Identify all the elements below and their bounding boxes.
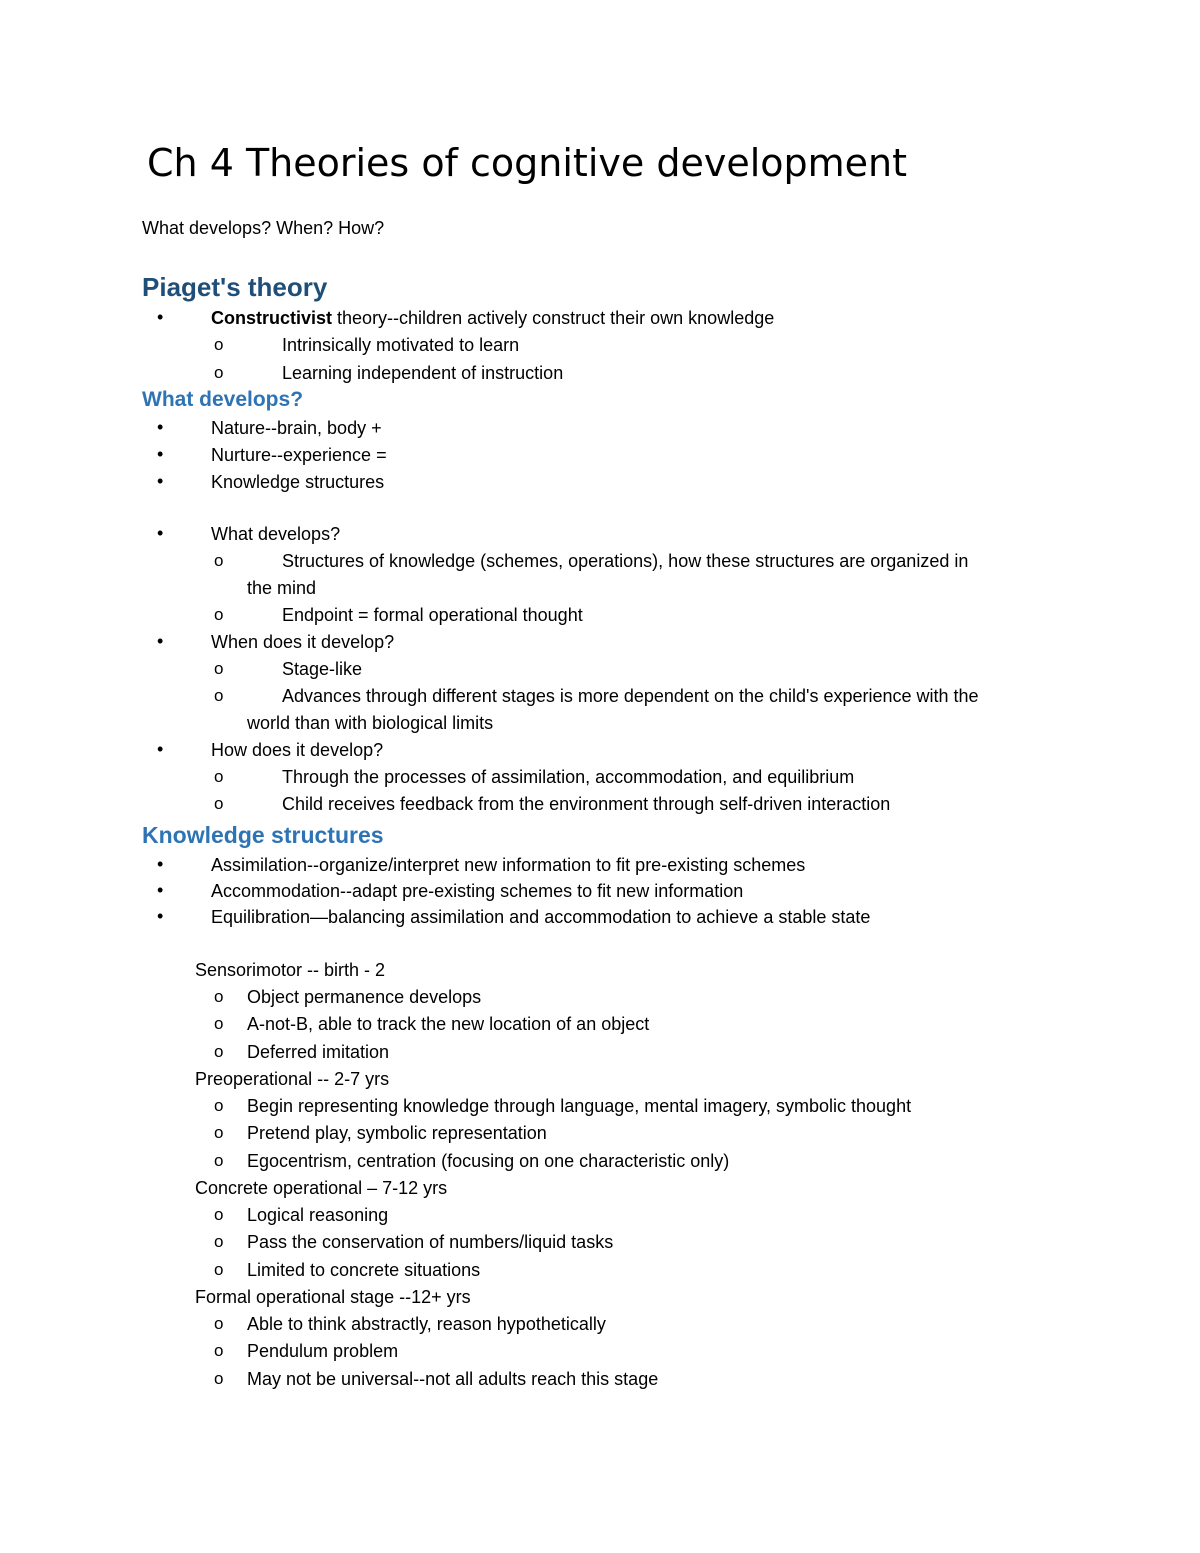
list-item-continued: world than with biological limits — [247, 713, 494, 733]
bullet-circle-icon: o — [214, 1232, 224, 1251]
heading-what-develops: What develops? — [142, 388, 304, 411]
list-item: Pretend play, symbolic representation — [247, 1123, 547, 1143]
page-title: Ch 4 Theories of cognitive development — [147, 141, 907, 185]
bullet-circle-icon: o — [214, 1369, 224, 1388]
question-what: What develops? — [211, 524, 341, 544]
list-item: Endpoint = formal operational thought — [282, 605, 583, 625]
list-item: Begin representing knowledge through language, mental imagery, symbolic thought — [247, 1096, 912, 1116]
stage-label-sensorimotor: Sensorimotor -- birth - 2 — [195, 960, 386, 980]
stage-label-formal-operational: Formal operational stage --12+ yrs — [195, 1287, 471, 1307]
bullet-circle-icon: o — [214, 767, 224, 786]
list-item: May not be universal--not all adults reach this stage — [247, 1369, 659, 1389]
bullet-disc-icon: • — [157, 854, 164, 874]
heading-knowledge-structures: Knowledge structures — [142, 822, 384, 848]
list-item: Pendulum problem — [247, 1341, 399, 1361]
constructivist-item — [211, 306, 774, 330]
bullet-circle-icon: o — [214, 1042, 224, 1061]
list-item: Egocentrism, centration (focusing on one characteristic only) — [247, 1151, 730, 1171]
bullet-circle-icon: o — [214, 1341, 224, 1360]
question-when: When does it develop? — [211, 632, 395, 652]
bullet-disc-icon: • — [157, 417, 164, 437]
bullet-circle-icon: o — [214, 335, 224, 354]
bullet-disc-icon: • — [157, 906, 164, 926]
bullet-circle-icon: o — [214, 987, 224, 1006]
list-item: Child receives feedback from the environment through self-driven interaction — [282, 794, 891, 814]
bullet-disc-icon: • — [157, 471, 164, 491]
list-item: Pass the conservation of numbers/liquid tasks — [247, 1232, 614, 1252]
subtitle: What develops? When? How? — [142, 218, 385, 238]
list-item: A-not-B, able to track the new location of an object — [247, 1014, 650, 1034]
list-item: Nature--brain, body + — [211, 418, 382, 438]
bullet-circle-icon: o — [214, 1205, 224, 1224]
list-item: Stage-like — [282, 659, 363, 679]
question-how: How does it develop? — [211, 740, 384, 760]
bullet-disc-icon: • — [157, 523, 164, 543]
bullet-circle-icon: o — [214, 659, 224, 678]
stage-label-concrete-operational: Concrete operational – 7-12 yrs — [195, 1178, 448, 1198]
list-item: Assimilation--organize/interpret new information to fit pre-existing schemes — [211, 855, 806, 875]
bullet-circle-icon: o — [214, 686, 224, 705]
bullet-circle-icon: o — [214, 1014, 224, 1033]
list-item: Object permanence develops — [247, 987, 482, 1007]
bullet-disc-icon: • — [157, 307, 164, 327]
stage-label-preoperational: Preoperational -- 2-7 yrs — [195, 1069, 390, 1089]
constructivist-desc: theory--children actively construct their own knowledge — [332, 308, 775, 328]
bullet-circle-icon: o — [214, 1314, 224, 1333]
list-item: Intrinsically motivated to learn — [282, 335, 520, 355]
bullet-circle-icon: o — [214, 551, 224, 570]
list-item: Learning independent of instruction — [282, 363, 564, 383]
list-item: Logical reasoning — [247, 1205, 389, 1225]
bullet-disc-icon: • — [157, 444, 164, 464]
bullet-disc-icon: • — [157, 631, 164, 651]
list-item: Equilibration—balancing assimilation and accommodation to achieve a stable state — [211, 907, 871, 927]
list-item: Accommodation--adapt pre-existing schemes to fit new information — [211, 881, 744, 901]
bullet-disc-icon: • — [157, 880, 164, 900]
list-item: Deferred imitation — [247, 1042, 390, 1062]
list-item: Nurture--experience = — [211, 445, 387, 465]
list-item: Knowledge structures — [211, 472, 385, 492]
bullet-circle-icon: o — [214, 1123, 224, 1142]
list-item: Able to think abstractly, reason hypothetically — [247, 1314, 606, 1334]
list-item: Advances through different stages is more dependent on the child's experience with the — [282, 686, 979, 706]
list-item: Through the processes of assimilation, accommodation, and equilibrium — [282, 767, 855, 787]
bullet-circle-icon: o — [214, 605, 224, 624]
list-item: Structures of knowledge (schemes, operations), how these structures are organized in — [282, 551, 969, 571]
bullet-circle-icon: o — [214, 794, 224, 813]
bullet-disc-icon: • — [157, 739, 164, 759]
bullet-circle-icon: o — [214, 1096, 224, 1115]
bullet-circle-icon: o — [214, 1151, 224, 1170]
bullet-circle-icon: o — [214, 363, 224, 382]
list-item-continued: the mind — [247, 578, 317, 598]
constructivist-term: Constructivist — [211, 308, 333, 328]
bullet-circle-icon: o — [214, 1260, 224, 1279]
list-item: Limited to concrete situations — [247, 1260, 481, 1280]
heading-piaget-theory: Piaget's theory — [142, 272, 328, 302]
